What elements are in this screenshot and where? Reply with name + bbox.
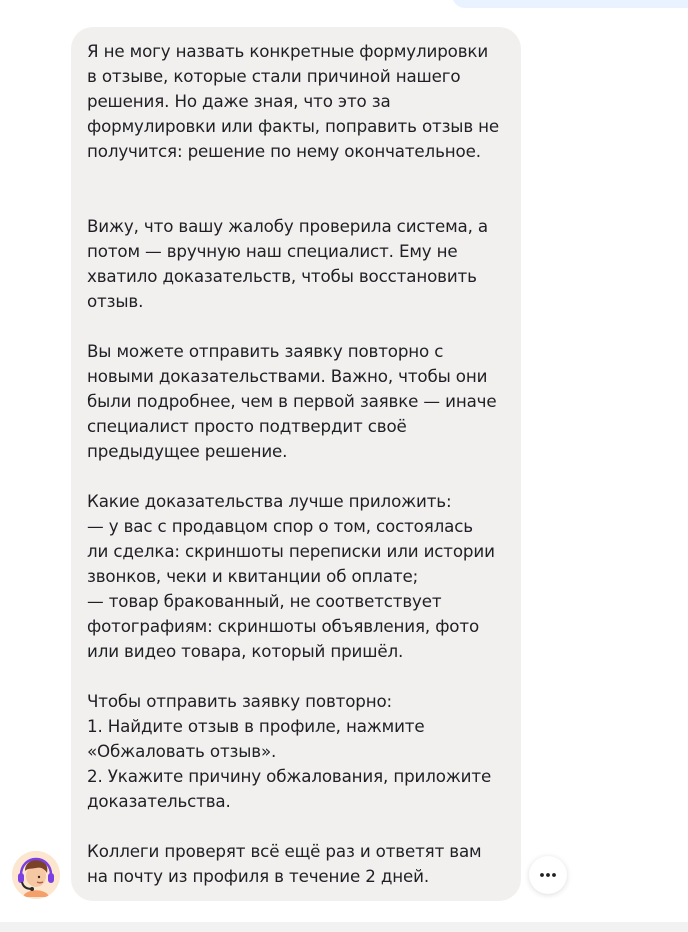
more-horizontal-icon [540, 873, 556, 877]
chat-bottom-divider [0, 922, 688, 932]
support-agent-avatar [12, 851, 60, 899]
message-more-button[interactable] [529, 856, 567, 894]
previous-outgoing-message [452, 0, 688, 8]
support-agent-avatar-icon [12, 851, 60, 899]
support-message-text: Я не могу назвать конкретные формулировки в отзыве, которые стали причиной нашего решения. Но даже зная, что это за формулировки или факты, поправить отзыв не получится: решение по нему окончательное. Вижу, что вашу жалобу проверила система, а потом — вручную наш специалист. Ему не хватило доказательств, чтобы восстановить отзыв. Вы можете отправить заявку повторно с новыми доказательствами. Важно, чтобы они были подробнее, чем в первой заявке — иначе специалист просто подтвердит своё предыдущее решение. Какие доказательства лучше приложить: — у вас с продавцом спор о том, состоялась ли сделка: скриншоты переписки или истории звонков, чеки и квитанции об оплате; — товар бракованный, не соответствует фотографиям: скриншоты объявления, фото или видео товара, который пришёл. Чтобы отправить заявку повторно: 1. Найдите отзыв в профиле, нажмите «Обжаловать отзыв». 2. Укажите причину обжалования, приложите доказательства. Коллеги проверят всё ещё раз и ответят вам на почту из профиля в течение 2 дней. [87, 41, 500, 886]
support-message-bubble [71, 27, 521, 901]
